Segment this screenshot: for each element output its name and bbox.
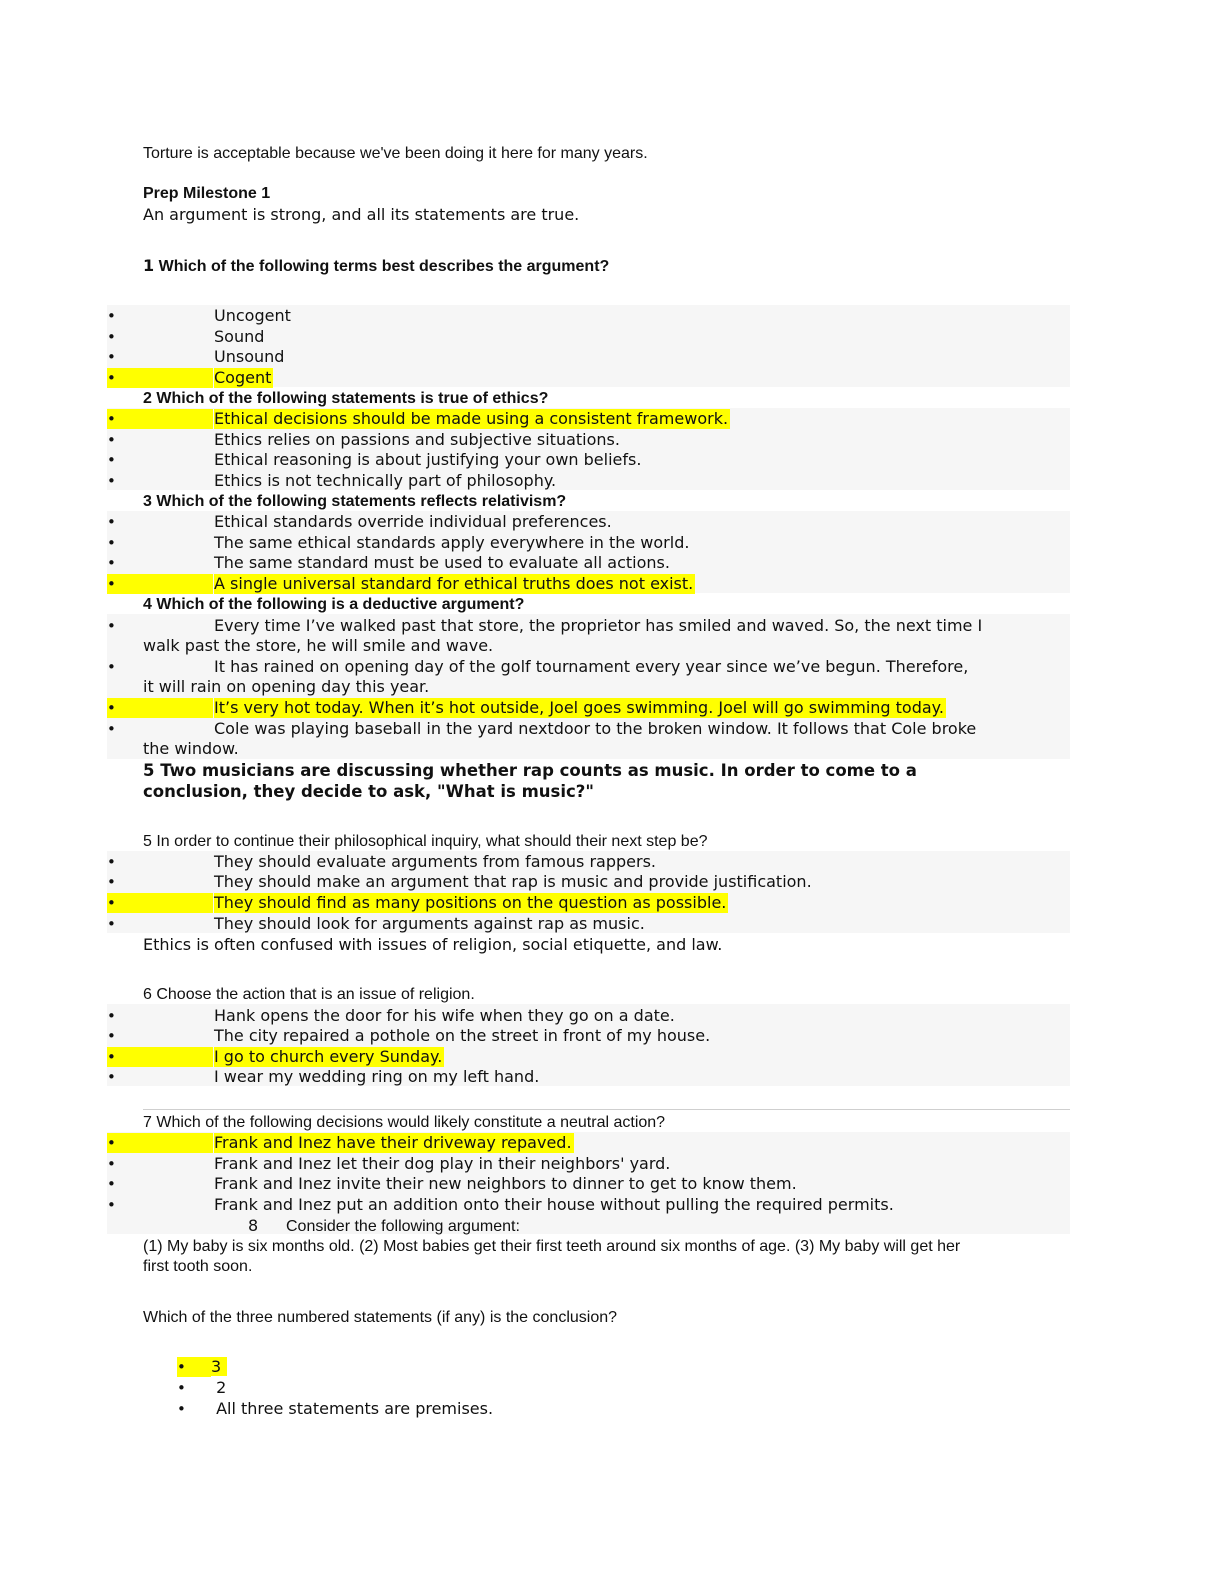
- q1-option-2[interactable]: • Sound: [107, 327, 265, 346]
- q1-option-3[interactable]: • Unsound: [107, 347, 285, 366]
- q8-option-1-selected[interactable]: • 3: [177, 1357, 227, 1377]
- q4-option-4[interactable]: • Cole was playing baseball in the yard nextdoor to the broken window. It follows that Cole broke: [107, 719, 977, 738]
- bullet-icon: •: [107, 1027, 116, 1045]
- bullet-icon: •: [107, 534, 116, 552]
- bullet-icon: •: [107, 1196, 116, 1214]
- q3-option-4-selected[interactable]: • A single universal standard for ethical truths does not exist.: [107, 574, 694, 593]
- q4-option-1-cont: walk past the store, he will smile and wave.: [143, 636, 494, 655]
- bullet-icon: •: [107, 915, 116, 933]
- question-8-text: Consider the following argument:: [286, 1218, 520, 1235]
- bullet-icon: •: [107, 893, 213, 913]
- q4-option-1[interactable]: • Every time I’ve walked past that store, the proprietor has smiled and waved. So, the next time I: [107, 616, 983, 635]
- bullet-icon: •: [107, 1007, 116, 1025]
- bullet-icon: •: [107, 698, 213, 718]
- bullet-icon: •: [107, 617, 116, 635]
- q6-option-4[interactable]: • I wear my wedding ring on my left hand.: [107, 1067, 540, 1086]
- ethics-note: Ethics is often confused with issues of religion, social etiquette, and law.: [143, 935, 723, 954]
- bullet-icon: •: [177, 1357, 211, 1377]
- q3-option-2[interactable]: • The same ethical standards apply everywhere in the world.: [107, 533, 690, 552]
- bullet-icon: •: [107, 1068, 116, 1086]
- bullet-icon: •: [107, 574, 213, 594]
- q4-option-4-cont: the window.: [143, 739, 239, 758]
- q4-option-2[interactable]: • It has rained on opening day of the golf tournament every year since we’ve begun. Therefore,: [107, 657, 969, 676]
- q5-option-1[interactable]: • They should evaluate arguments from famous rappers.: [107, 852, 657, 871]
- q8-option-3[interactable]: • All three statements are premises.: [177, 1399, 494, 1418]
- q1-option-1[interactable]: • Uncogent: [107, 306, 291, 325]
- q7-option-4[interactable]: • Frank and Inez put an addition onto their house without pulling the required permits.: [107, 1195, 894, 1214]
- q3-option-3[interactable]: • The same standard must be used to evaluate all actions.: [107, 553, 670, 572]
- q1-option-4-selected[interactable]: • Cogent: [107, 368, 272, 387]
- bullet-icon: •: [107, 451, 116, 469]
- q2-option-3[interactable]: • Ethical reasoning is about justifying your own beliefs.: [107, 450, 642, 469]
- question-6: 6 Choose the action that is an issue of religion.: [143, 986, 475, 1003]
- bullet-icon: •: [107, 658, 116, 676]
- question-8-argument-line-2: first tooth soon.: [143, 1258, 253, 1275]
- bullet-icon: •: [107, 348, 116, 366]
- question-5-heading-line-1: 5 Two musicians are discussing whether rap counts as music. In order to come to a: [143, 761, 917, 780]
- bullet-icon: •: [107, 513, 116, 531]
- question-4: 4 Which of the following is a deductive argument?: [143, 596, 525, 613]
- bullet-icon: •: [107, 853, 116, 871]
- question-2: 2 Which of the following statements is true of ethics?: [143, 390, 549, 407]
- q6-option-2[interactable]: • The city repaired a pothole on the street in front of my house.: [107, 1026, 711, 1045]
- q6-option-1[interactable]: • Hank opens the door for his wife when they go on a date.: [107, 1006, 675, 1025]
- bullet-icon: •: [107, 554, 116, 572]
- milestone-title: Prep Milestone 1: [143, 185, 271, 202]
- q2-option-1-selected[interactable]: • Ethical decisions should be made using a consistent framework.: [107, 409, 729, 428]
- bullet-icon: •: [107, 1175, 116, 1193]
- bullet-icon: •: [107, 873, 116, 891]
- bullet-icon: •: [107, 368, 213, 388]
- intro-text: Torture is acceptable because we've been doing it here for many years.: [143, 145, 648, 162]
- milestone-statement: An argument is strong, and all its statements are true.: [143, 205, 580, 224]
- question-3: 3 Which of the following statements reflects relativism?: [143, 493, 567, 510]
- q5-option-4[interactable]: • They should look for arguments against rap as music.: [107, 914, 645, 933]
- question-5-heading-line-2: conclusion, they decide to ask, "What is music?": [143, 782, 594, 801]
- bullet-icon: •: [107, 1133, 213, 1153]
- q7-option-3[interactable]: • Frank and Inez invite their new neighbors to dinner to get to know them.: [107, 1174, 797, 1193]
- bullet-icon: •: [107, 1155, 116, 1173]
- bullet-icon: •: [177, 1400, 186, 1418]
- q5-option-3-selected[interactable]: • They should find as many positions on the question as possible.: [107, 893, 727, 912]
- bullet-icon: •: [107, 1047, 213, 1067]
- question-8: [248, 1216, 520, 1236]
- q4-option-2-cont: it will rain on opening day this year.: [143, 677, 430, 696]
- q2-option-4[interactable]: • Ethics is not technically part of philosophy.: [107, 471, 557, 490]
- question-8-number: 8: [248, 1216, 259, 1235]
- question-7: 7 Which of the following decisions would likely constitute a neutral action?: [143, 1114, 666, 1131]
- question-5: 5 In order to continue their philosophical inquiry, what should their next step be?: [143, 833, 708, 850]
- q5-option-2[interactable]: • They should make an argument that rap is music and provide justification.: [107, 872, 812, 891]
- q7-option-1-selected[interactable]: • Frank and Inez have their driveway repaved.: [107, 1133, 572, 1152]
- bullet-icon: •: [107, 409, 213, 429]
- bullet-icon: •: [107, 307, 116, 325]
- bullet-icon: •: [107, 431, 116, 449]
- question-8-prompt: Which of the three numbered statements (if any) is the conclusion?: [143, 1309, 618, 1326]
- question-1-number: 1: [143, 256, 155, 275]
- section-divider: [143, 1109, 1070, 1110]
- q6-option-3-selected[interactable]: • I go to church every Sunday.: [107, 1047, 443, 1066]
- q2-option-2[interactable]: • Ethics relies on passions and subjective situations.: [107, 430, 620, 449]
- question-1-text: Which of the following terms best describes the argument?: [154, 258, 610, 275]
- bullet-icon: •: [107, 472, 116, 490]
- q7-option-2[interactable]: • Frank and Inez let their dog play in their neighbors' yard.: [107, 1154, 671, 1173]
- question-8-argument-line-1: (1) My baby is six months old. (2) Most babies get their first teeth around six months of age. (3) My baby will get her: [143, 1238, 961, 1255]
- bullet-icon: •: [177, 1379, 186, 1397]
- bullet-icon: •: [107, 720, 116, 738]
- q3-option-1[interactable]: • Ethical standards override individual preferences.: [107, 512, 612, 531]
- bullet-icon: •: [107, 328, 116, 346]
- question-1: [143, 256, 609, 277]
- q4-option-3-selected[interactable]: • It’s very hot today. When it’s hot outside, Joel goes swimming. Joel will go swimming today.: [107, 698, 944, 717]
- q8-option-2[interactable]: • 2: [177, 1378, 227, 1397]
